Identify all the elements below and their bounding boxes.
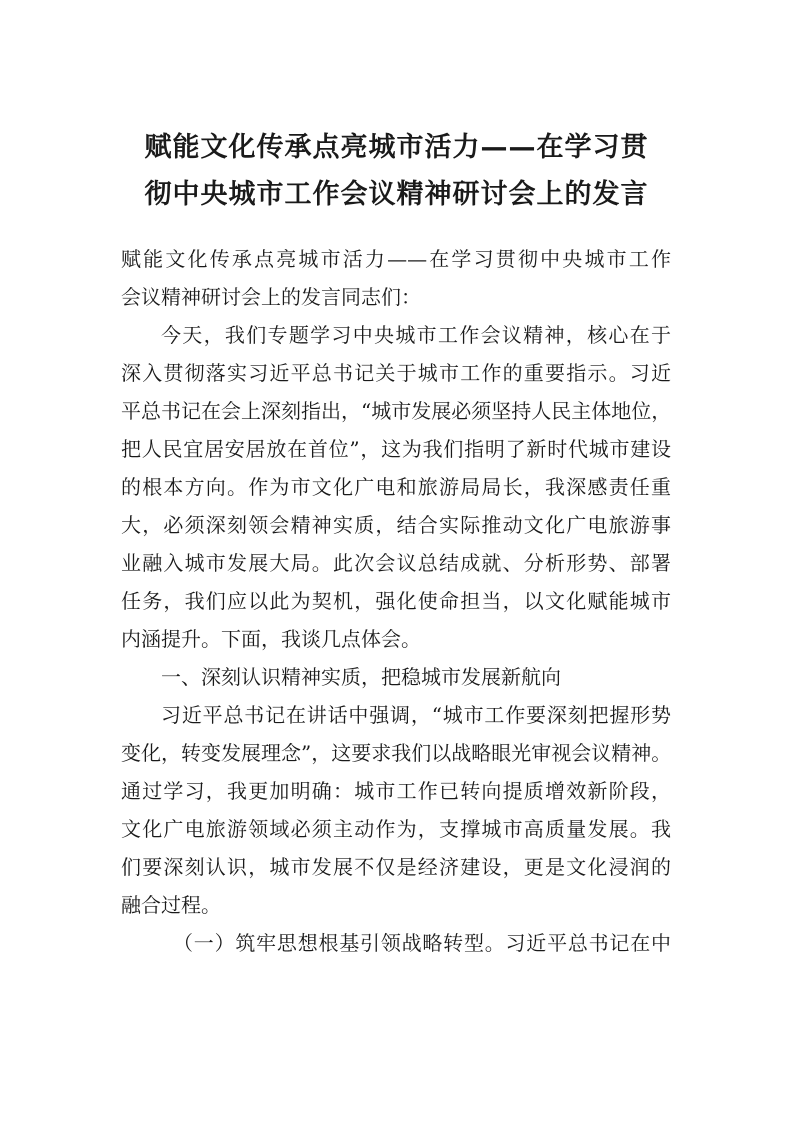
section-heading: 一、深刻认识精神实质，把稳城市发展新航向: [161, 665, 561, 689]
body-line: 习近平总书记在讲话中强调，“城市工作要深刻把握形势: [161, 703, 671, 727]
body-line: 赋能文化传承点亮城市活力——在学习贯彻中央城市工作: [121, 247, 671, 271]
body-line: 文化广电旅游领域必须主动作为，支撑城市高质量发展。我: [121, 817, 671, 841]
body-line: 会议精神研讨会上的发言同志们：: [121, 285, 421, 309]
body-line: 变化，转变发展理念”，这要求我们以战略眼光审视会议精神。: [121, 741, 672, 765]
body-line: 内涵提升。下面，我谈几点体会。: [121, 627, 421, 651]
document-title-line-1: 赋能文化传承点亮城市活力——在学习贯: [144, 132, 649, 163]
document-title-line-2: 彻中央城市工作会议精神研讨会上的发言: [144, 179, 649, 210]
body-line: 把人民宜居安居放在首位”，这为我们指明了新时代城市建设: [121, 437, 671, 461]
body-line: 深入贯彻落实习近平总书记关于城市工作的重要指示。习近: [121, 361, 671, 385]
subsection-heading: （一）筑牢思想根基引领战略转型。习近平总书记在中: [173, 931, 671, 955]
document-body: [121, 240, 671, 962]
body-line: 们要深刻认识，城市发展不仅是经济建设，更是文化浸润的: [121, 855, 671, 879]
body-line: 平总书记在会上深刻指出，“城市发展必须坚持人民主体地位，: [121, 399, 672, 423]
body-line: 业融入城市发展大局。此次会议总结成就、分析形势、部署: [121, 551, 671, 575]
body-line: 任务，我们应以此为契机，强化使命担当，以文化赋能城市: [121, 589, 671, 613]
body-line: 的根本方向。作为市文化广电和旅游局局长，我深感责任重: [121, 475, 671, 499]
body-line: 大，必须深刻领会精神实质，结合实际推动文化广电旅游事: [121, 513, 671, 537]
body-line: 通过学习，我更加明确：城市工作已转向提质增效新阶段，: [121, 779, 671, 803]
body-line: 融合过程。: [121, 893, 221, 917]
body-line: 今天，我们专题学习中央城市工作会议精神，核心在于: [161, 323, 671, 347]
